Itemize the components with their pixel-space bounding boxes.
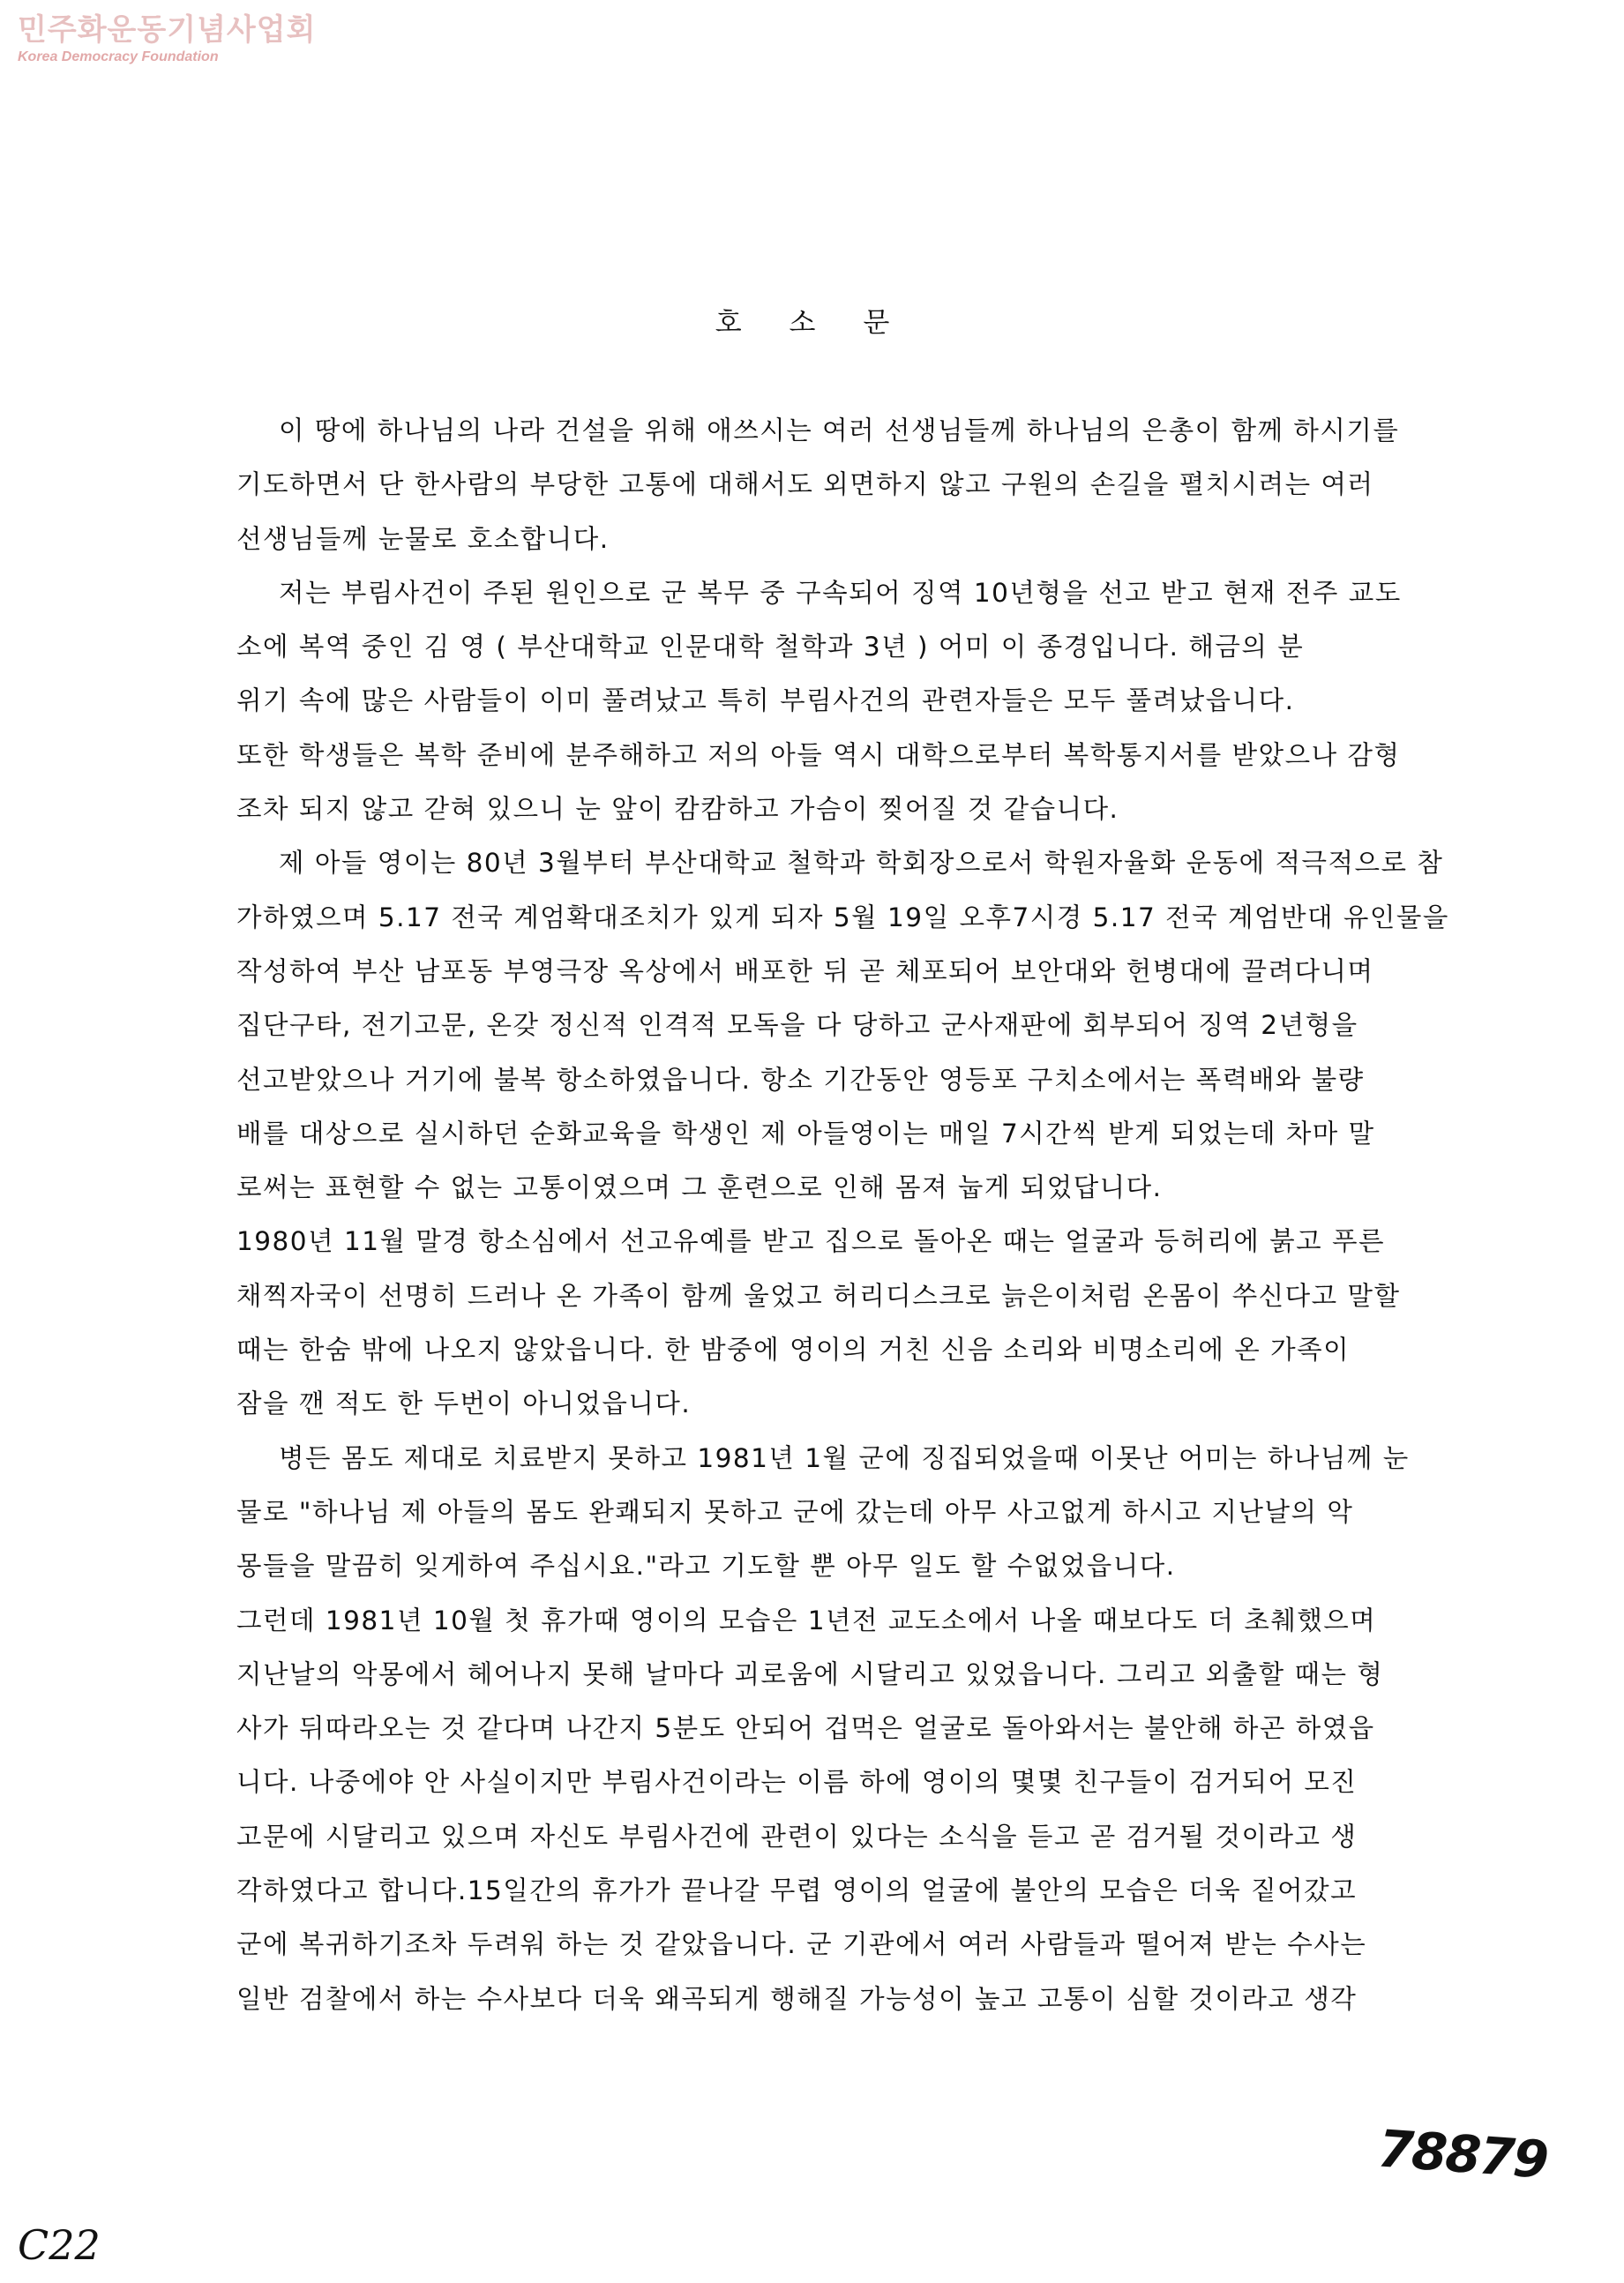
body-line: 또한 학생들은 복학 준비에 분주해하고 저의 아들 역시 대학으로부터 복학통지서를 받았으나 감형: [236, 739, 1401, 770]
body-line: 몽들을 말끔히 잊게하여 주십시요."라고 기도할 뿐 아무 일도 할 수없었읍니다.: [236, 1551, 1176, 1582]
body-line: 일반 검찰에서 하는 수사보다 더욱 왜곡되게 행해질 가능성이 높고 고통이 심할 것이라고 생각: [236, 1983, 1358, 2014]
body-line: 제 아들 영이는 80년 3월부터 부산대학교 철학과 학회장으로서 학원자율화 운동에 적극적으로 참: [279, 848, 1444, 879]
body-line: 로써는 표현할 수 없는 고통이였으며 그 훈련으로 인해 몸져 눕게 되었답니다.: [236, 1172, 1163, 1203]
body-line: 채찍자국이 선명히 드러나 온 가족이 함께 울었고 허리디스크로 늙은이처럼 온몸이 쑤신다고 말할: [236, 1280, 1401, 1311]
body-line: 고문에 시달리고 있으며 자신도 부림사건에 관련이 있다는 소식을 듣고 곧 검거될 것이라고 생: [236, 1821, 1358, 1852]
body-line: 작성하여 부산 남포동 부영극장 옥상에서 배포한 뒤 곧 체포되어 보안대와 헌병대에 끌려다니며: [236, 955, 1374, 986]
body-line: 선고받았으나 거기에 불복 항소하였읍니다. 항소 기간동안 영등포 구치소에서는 폭력배와 불량: [236, 1064, 1365, 1095]
watermark-logo: [18, 12, 316, 65]
body-line: 잠을 깬 적도 한 두번이 아니었읍니다.: [236, 1389, 692, 1419]
body-line: 각하였다고 합니다.15일간의 휴가가 끝나갈 무렵 영이의 얼굴에 불안의 모습은 더욱 짙어갔고: [236, 1875, 1358, 1906]
body-line: 이 땅에 하나님의 나라 건설을 위해 애쓰시는 여러 선생님들께 하나님의 은총이 함께 하시기를: [279, 415, 1400, 445]
body-line: 사가 뒤따라오는 것 같다며 나간지 5분도 안되어 겁먹은 얼굴로 돌아와서는 불안해 하곤 하였읍: [236, 1713, 1375, 1744]
body-line: 니다. 나중에야 안 사실이지만 부림사건이라는 이름 하에 영이의 몇몇 친구들이 검거되어 모진: [236, 1767, 1358, 1798]
body-line: 그런데 1981년 10월 첫 휴가때 영이의 모습은 1년전 교도소에서 나올 때보다도 더 초췌했으며: [236, 1605, 1377, 1636]
body-line: 지난날의 악몽에서 헤어나지 못해 날마다 괴로움에 시달리고 있었읍니다. 그리고 외출할 때는 형: [236, 1658, 1384, 1689]
watermark-english: Korea Democracy Foundation: [18, 49, 219, 64]
body-line: 소에 복역 중인 김 영 ( 부산대학교 인문대학 철학과 3년 ) 어미 이 종경입니다. 해금의 분: [236, 632, 1305, 662]
body-line: 기도하면서 단 한사람의 부당한 고통에 대해서도 외면하지 않고 구원의 손길을 펼치시려는 여러: [236, 469, 1374, 500]
body-line: 물로 "하나님 제 아들의 몸도 완쾌되지 못하고 군에 갔는데 아무 사고없게 하시고 지난날의 악: [236, 1496, 1354, 1527]
document-title: 호 소 문: [715, 307, 909, 339]
handwritten-page-number: 78879: [1375, 2118, 1549, 2190]
body-line: 선생님들께 눈물로 호소합니다.: [236, 523, 610, 554]
body-line: 위기 속에 많은 사람들이 이미 풀려났고 특히 부림사건의 관련자들은 모두 풀려났읍니다.: [236, 685, 1295, 716]
body-line: 1980년 11월 말경 항소심에서 선고유예를 받고 집으로 돌아온 때는 얼굴과 등허리에 붉고 푸른: [236, 1226, 1386, 1257]
body-line: 집단구타, 전기고문, 온갖 정신적 인격적 모독을 다 당하고 군사재판에 회부되어 징역 2년형을: [236, 1010, 1358, 1041]
body-line: 저는 부림사건이 주된 원인으로 군 복무 중 구속되어 징역 10년형을 선고 받고 현재 전주 교도: [279, 577, 1402, 608]
body-line: 가하였으며 5.17 전국 계엄확대조치가 있게 되자 5월 19일 오후7시경 5.17 전국 계엄반대 유인물을: [236, 902, 1449, 932]
handwritten-corner-mark: C22: [18, 2221, 101, 2269]
watermark-korean: 민주화운동기념사업회: [18, 12, 317, 48]
document-body: [236, 404, 1471, 2026]
body-line: 병든 몸도 제대로 치료받지 못하고 1981년 1월 군에 징집되었을때 이못난 어미는 하나님께 눈: [279, 1442, 1410, 1473]
body-line: 조차 되지 않고 갇혀 있으니 눈 앞이 캄캄하고 가슴이 찢어질 것 같습니다.: [236, 794, 1119, 825]
body-line: 배를 대상으로 실시하던 순화교육을 학생인 제 아들영이는 매일 7시간씩 받게 되었는데 차마 말: [236, 1118, 1375, 1149]
body-line: 군에 복귀하기조차 두려워 하는 것 같았읍니다. 군 기관에서 여러 사람들과 떨어져 받는 수사는: [236, 1929, 1367, 1960]
body-line: 때는 한숨 밖에 나오지 않았읍니다. 한 밤중에 영이의 거친 신음 소리와 비명소리에 온 가족이: [236, 1335, 1351, 1366]
